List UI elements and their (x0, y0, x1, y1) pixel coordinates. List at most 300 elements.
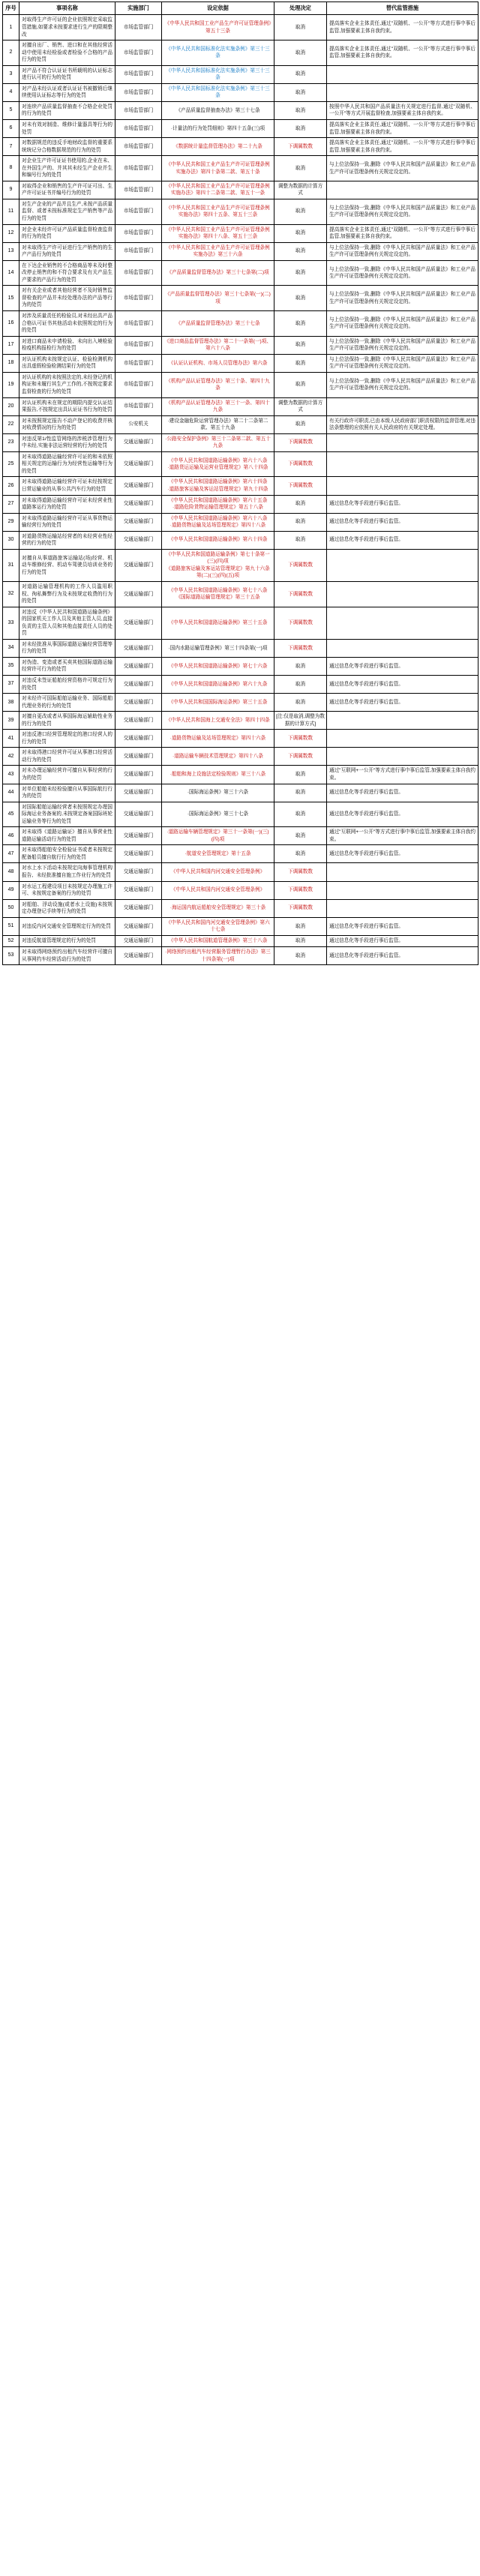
table-row (3, 433, 478, 451)
row-index: 4 (3, 83, 20, 101)
alternative-measure (327, 397, 478, 415)
legal-basis-line: 《中华人民共和国国际海运条例》第三十五条 (168, 699, 268, 705)
row-index: 31 (3, 549, 20, 581)
matter-name: 在下达企业销售的不合格商品等未及时整改停止销售的和不符合要求及有关产品生产要求的产品行为的处罚 (20, 260, 116, 286)
table-row (3, 863, 478, 881)
legal-basis-line: ·国际海运条例》第三十六条 (187, 790, 249, 796)
table-row (3, 495, 478, 513)
table-row (3, 581, 478, 607)
legal-basis-line: ·国际海运条例》第三十七条 (187, 811, 249, 817)
legal-basis (162, 935, 274, 946)
alternative-measure: 通过信息化等手段进行事后监管。 (327, 947, 478, 965)
matter-name: 对有关企业或者其他经营者不及时销售监督检查的产品并未经处理办法的产品等行为的处罚 (20, 286, 116, 311)
column-header-dept: 实施部门 (116, 2, 162, 15)
legal-basis-line: 《认证认证机构、市场人员管理办法》第六条 (168, 360, 268, 366)
matter-name: 对单位船舶未经检验擅自从事国际航行行为的处罚 (20, 784, 116, 802)
handling-decision: 下调属数数 (274, 899, 327, 917)
implementing-department: 市场监管部门 (116, 65, 162, 83)
implementing-department: 市场监管部门 (116, 260, 162, 286)
alternative-measure: 提高落实企业主体责任,通过"双随机、一公开"等方式进行事中事后监管,加强要素主体自我约束。 (327, 15, 478, 40)
implementing-department: 市场监管部门 (116, 336, 162, 354)
legal-basis (162, 415, 274, 433)
matter-name: 对未取得生产许可证进行生产销售的的生产产品行为的处罚 (20, 242, 116, 260)
row-index: 47 (3, 845, 20, 863)
matter-name: 对违反航道管理规定的行为的处罚 (20, 935, 116, 946)
implementing-department: 市场监管部门 (116, 156, 162, 181)
legal-basis-line: 《产品质量监督管理办法》第三十七条 (176, 320, 260, 326)
matter-name: 对水上水下活动未按规定向海事管理机构报告、未经批准擅自施工作业行为的处罚 (20, 863, 116, 881)
handling-decision: 取消 (274, 101, 327, 119)
handling-decision: [注:仅是取消,调整为数据的计算方式] (274, 712, 327, 730)
table-row (3, 784, 478, 802)
handling-decision: 取消 (274, 311, 327, 337)
table-row (3, 242, 478, 260)
table-row (3, 730, 478, 748)
table-row (3, 15, 478, 40)
table-row (3, 415, 478, 433)
matter-name: 对生产企业的产品并且生产,未按产品质量监督、或者未按标准规定生产销售等产品行为的处罚 (20, 199, 116, 224)
row-index: 45 (3, 802, 20, 827)
legal-basis-line: ·航道安全管理规定》第十五条 (184, 851, 251, 857)
table-row (3, 181, 478, 199)
matter-name: 对未经许可国际船舶运输业务、国际船舶代理业务的行为的处罚 (20, 694, 116, 712)
matter-name: 对企业未经许可证产品质量监督检查监督的行为的处罚 (20, 224, 116, 242)
matter-name: 对未取得道路运输经营许可证的和未依照相关规定的运输行为为经营性运输等行为的处罚 (20, 451, 116, 477)
table-row (3, 531, 478, 549)
legal-basis (162, 260, 274, 286)
handling-decision: 下调属数数 (274, 477, 327, 495)
alternative-measure: 与上位法保持一致,删除《中华人民共和国产品质量法》和工业产品生产许可证管理条例有关规定设定的。 (327, 286, 478, 311)
alternative-measure: 提高落实企业主体责任,通过"双随机、一公开"等方式进行事中事后监管,加强要素主体自我约束。 (327, 224, 478, 242)
legal-basis (162, 336, 274, 354)
alternative-measure (327, 881, 478, 899)
legal-basis-line: 《国际道路运输管理规定》第三十五条 (176, 595, 260, 601)
legal-basis-line: ·海运国内航运船舶安全管理规定》第三十条 (170, 905, 266, 911)
legal-basis-line: ·国内水路运输管理条例》第三十四条第(一)项 (168, 645, 268, 651)
matter-name: 对认证机构未在规定的期限内提交认证结果报告,不按规定出具认证证书行为的处罚 (20, 397, 116, 415)
legal-basis-line: ·道路运输车辆技术管理规定》第四十八条 (172, 754, 263, 760)
legal-basis (162, 581, 274, 607)
legal-basis (162, 513, 274, 531)
implementing-department: 市场监管部门 (116, 101, 162, 119)
handling-decision: 取消 (274, 495, 327, 513)
alternative-measure (327, 607, 478, 639)
legal-basis-line: 《中华人民共和国工业产品生产许可证管理条例实施办法》第四十五条、第五十三条 (166, 205, 270, 218)
legal-basis-line: 《数据统计量监督管理办法》第二十九条 (173, 143, 262, 149)
handling-decision: 取消 (274, 15, 327, 40)
legal-basis (162, 451, 274, 477)
handling-decision: 下调属数数 (274, 863, 327, 881)
matter-name: 对国际船舶运输经营者未按照规定办理国际海运业务备案的,未按规定备案国际班轮运输业务等行为的处罚 (20, 802, 116, 827)
legal-basis-line: ·公路安全保护条例》第三十二条第二款、第五十九条 (165, 436, 271, 449)
legal-basis-line: ·船舶和海上设施法定检验规则》第三十八条 (170, 772, 266, 778)
column-header-basis: 设定依据 (162, 2, 274, 15)
row-index: 23 (3, 433, 20, 451)
row-index: 46 (3, 827, 20, 845)
table-row (3, 639, 478, 657)
implementing-department: 交通运输部门 (116, 639, 162, 657)
handling-decision: 取消 (274, 120, 327, 138)
table-row (3, 224, 478, 242)
handling-decision: 取消 (274, 286, 327, 311)
legal-basis-line: ·网络预约出租汽车经营服务管理暂行办法》第三十四条第(一)项 (165, 949, 271, 962)
handling-decision: 下调属数数 (274, 451, 327, 477)
legal-basis-line: 《产品质量监督抽查办法》第三十七条 (176, 107, 260, 113)
legal-basis-line: ·道路货物运输及站场管理规定》第四十六条 (170, 736, 266, 742)
table-row (3, 712, 478, 730)
implementing-department: 交通运输部门 (116, 917, 162, 935)
alternative-measure: 提高落实企业主体责任,通过"双随机、一公开"等方式进行事中事后监管,加强要素主体自我约束。 (327, 138, 478, 156)
matter-name: 对数据规范的违反手地财政监督的重要系统统记分合格数据规范的行为的处罚 (20, 138, 116, 156)
legal-basis (162, 477, 274, 495)
alternative-measure (327, 730, 478, 748)
handling-decision: 取消 (274, 83, 327, 101)
handling-decision: 下调属数数 (274, 748, 327, 766)
implementing-department: 交通运输部门 (116, 531, 162, 549)
alternative-measure: 通过"互联网+一公开"等方式进行事中事后监管,加强要素主体自我约束。 (327, 766, 478, 784)
legal-basis-line: 《中华人民共和国道路运输条例》第六十四条 (168, 479, 268, 485)
legal-basis-line: 《中华人民共和国工业产品生产许可证管理条例》第五十三条 (164, 21, 272, 34)
handling-decision: 取消 (274, 784, 327, 802)
matter-name: 对认证机构的未按照法定的,未经登记的机构证和未履行其生产工作的,不按规定要求监督检查的行为的处罚 (20, 372, 116, 397)
table-row (3, 947, 478, 965)
table-row (3, 286, 478, 311)
legal-basis (162, 199, 274, 224)
alternative-measure: 通过"互联网+一公开"等方式进行事中事后监管,加强要素主体自我约束。 (327, 827, 478, 845)
row-index: 34 (3, 639, 20, 657)
implementing-department: 市场监管部门 (116, 40, 162, 66)
row-index: 17 (3, 336, 20, 354)
implementing-department: 交通运输部门 (116, 712, 162, 730)
row-index: 35 (3, 657, 20, 675)
alternative-measure (327, 433, 478, 451)
handling-decision: 取消 (274, 802, 327, 827)
legal-basis-line: 《中华人民共和国工业产品生产许可证管理条例实施办法》第四十条第二款、第五十条 (166, 161, 270, 175)
alternative-measure (327, 65, 478, 83)
legal-basis-line: 《中华人民共和国航道管理条例》第三十八条 (168, 938, 268, 944)
row-index: 14 (3, 260, 20, 286)
implementing-department: 市场监管部门 (116, 199, 162, 224)
row-index: 11 (3, 199, 20, 224)
matter-name: 对违反内河交通安全管理规定行为的处罚 (20, 917, 116, 935)
legal-basis (162, 156, 274, 181)
table-row (3, 657, 478, 675)
implementing-department: 市场监管部门 (116, 397, 162, 415)
legal-basis (162, 863, 274, 881)
handling-decision: 下调属数数 (274, 639, 327, 657)
alternative-measure (327, 899, 478, 917)
table-row (3, 766, 478, 784)
row-index: 29 (3, 513, 20, 531)
implementing-department: 交通运输部门 (116, 748, 162, 766)
alternative-measure (327, 83, 478, 101)
legal-basis (162, 372, 274, 397)
implementing-department: 交通运输部门 (116, 845, 162, 863)
handling-decision: 取消 (274, 531, 327, 549)
legal-basis (162, 881, 274, 899)
legal-basis-line: ·道路货运运输及运营业管理规定》第八十四条 (167, 465, 268, 471)
implementing-department: 交通运输部门 (116, 495, 162, 513)
legal-basis-line: 《中华人民共和国道路运输条例》第七十八条 (168, 587, 268, 593)
alternative-measure: 与上位法保持一致,删除《中华人民共和国产品质量法》和工业产品生产许可证管理条例有关规定设定的。 (327, 354, 478, 372)
alternative-measure: 通过信息化等手段进行事后监管。 (327, 784, 478, 802)
implementing-department: 市场监管部门 (116, 311, 162, 337)
row-index: 30 (3, 531, 20, 549)
matter-name: 对未按照规定报告不动产登记的收费并核对收费情况的行为的处罚 (20, 415, 116, 433)
alternative-measure: 与上位法保持一致,删除《中华人民共和国产品质量法》和工业产品生产许可证管理条例有关规定设定的。 (327, 242, 478, 260)
alternative-measure: 与上位法保持一致,删除《中华人民共和国产品质量法》和工业产品生产许可证管理条例有关规定设定的。 (327, 372, 478, 397)
legal-basis (162, 224, 274, 242)
legal-basis (162, 15, 274, 40)
row-index: 38 (3, 694, 20, 712)
matter-name: 对未经批准从事国际道路运输经营管理等行为的处罚 (20, 639, 116, 657)
legal-basis-line: 《道路旅客运输及客运站管理规定》第九十六条第(二)(三)(四)(五)项 (166, 565, 270, 579)
row-index: 41 (3, 730, 20, 748)
table-row (3, 156, 478, 181)
handling-decision: 下调属数数 (274, 433, 327, 451)
matter-name: 对未取得港口经营许可证从事港口经营活动行为的处罚 (20, 748, 116, 766)
matter-name: 对未取得道路运输经营许可证未经按规定日常运输业的从事公共汽车行为的处罚 (20, 477, 116, 495)
alternative-measure (327, 581, 478, 607)
matter-name: 对未取得《道路运输证》擅自从事营业性道路运输活动行为的处罚 (20, 827, 116, 845)
table-row (3, 917, 478, 935)
table-row (3, 336, 478, 354)
implementing-department: 市场监管部门 (116, 15, 162, 40)
alternative-measure: 通过信息化等手段进行事后监管。 (327, 513, 478, 531)
row-index: 51 (3, 917, 20, 935)
legal-basis (162, 748, 274, 766)
matter-name: 对未取得网络预约出租汽车经营许可擅自从事网约车经营活动行为的处罚 (20, 947, 116, 965)
table-row (3, 397, 478, 415)
matter-name: 对产品未经认证或者认证证书被撤销后继续使用认证标志等行为的处罚 (20, 83, 116, 101)
row-index: 12 (3, 224, 20, 242)
legal-basis-line: ·计量法的行为处罚细则》第四十五条(三)项 (170, 125, 266, 131)
implementing-department: 交通运输部门 (116, 607, 162, 639)
handling-decision: 下调属数数 (274, 581, 327, 607)
legal-basis (162, 83, 274, 101)
matter-name: 对违反《中华人民共和国道路运输条例》的国家机关工作人员及其他主管人员,直接负责的主管人员和其他直接责任人员的处罚 (20, 607, 116, 639)
alternative-measure: 与上位法保持一致,删除《中华人民共和国产品质量法》和工业产品生产许可证管理条例有关规定设定的。 (327, 336, 478, 354)
legal-basis (162, 495, 274, 513)
matter-name: 对擅自出厂、销售、进口和在其他经营活动中使用未经检验或者检验不合格的产品行为的处罚 (20, 40, 116, 66)
handling-decision: 调整为数据的计算方式 (274, 181, 327, 199)
implementing-department: 交通运输部门 (116, 730, 162, 748)
legal-basis (162, 917, 274, 935)
implementing-department: 交通运输部门 (116, 676, 162, 694)
matter-name: 对未取得道路运输经营许可证未经营业性道路客运行为的处罚 (20, 495, 116, 513)
row-index: 22 (3, 415, 20, 433)
legal-basis-line: 《中华人民共和国道路运输条例》第六十九条 (168, 681, 268, 687)
row-index: 49 (3, 881, 20, 899)
legal-basis-line: 《机构产品认证管理办法》第三十条、第四十九条 (166, 378, 270, 391)
alternative-measure (327, 639, 478, 657)
table-row (3, 513, 478, 531)
row-index: 44 (3, 784, 20, 802)
implementing-department: 交通运输部门 (116, 657, 162, 675)
legal-basis-line: ·道路货物运输及站场管理规定》第四十八条 (170, 523, 266, 529)
table-row (3, 694, 478, 712)
handling-decision: 取消 (274, 242, 327, 260)
row-index: 5 (3, 101, 20, 119)
alternative-measure: 与上位法保持一致,删除《中华人民共和国产品质量法》和工业产品生产许可证管理条例有关规定设定的。 (327, 199, 478, 224)
legal-basis (162, 676, 274, 694)
alternative-measure (327, 748, 478, 766)
alternative-measure: 有关行政许可职责,已由本级人民政府部门职责权限的监督管理,对违法条整理的应依照有关人民政府的有关规定处理。 (327, 415, 478, 433)
legal-basis (162, 802, 274, 827)
matter-name: 对认证机构未按规定认证、检验检测机构出具虚假检验检测结果行为的处罚 (20, 354, 116, 372)
legal-basis (162, 531, 274, 549)
alternative-measure: 通过信息化等手段进行事后监管。 (327, 917, 478, 935)
row-index: 53 (3, 947, 20, 965)
row-index: 18 (3, 354, 20, 372)
handling-decision: 取消 (274, 513, 327, 531)
handling-decision: 取消 (274, 917, 327, 935)
matter-name: 对水运工程建设项目未按规定办理施工许可、未按规定备案的行为的处罚 (20, 881, 116, 899)
row-index: 52 (3, 935, 20, 946)
legal-basis (162, 607, 274, 639)
legal-basis (162, 845, 274, 863)
row-index: 25 (3, 451, 20, 477)
legal-basis-line: 《中华人民共和国道路运输条例》第七十六条 (168, 663, 268, 669)
implementing-department: 交通运输部门 (116, 863, 162, 881)
table-row (3, 101, 478, 119)
column-header-decision: 处理决定 (274, 2, 327, 15)
alternative-measure (327, 451, 478, 477)
matter-name: 对产品不符合认证证书所载明的认证标志进行认可的行为的处罚 (20, 65, 116, 83)
table-row (3, 899, 478, 917)
alternative-measure: 通过信息化等手段进行事后监管。 (327, 676, 478, 694)
alternative-measure: 通过信息化等手段进行事后监管。 (327, 935, 478, 946)
legal-basis-line: 《中华人民共和国道路运输条例》第六十八条 (168, 515, 268, 521)
table-row (3, 311, 478, 337)
matter-name: 对企业生产许可证证书使用的,企业在未、在外国生产的、并其其未经生产企业并生和编号行为的处罚 (20, 156, 116, 181)
alternative-measure (327, 477, 478, 495)
alternative-measure: 与上位法保持一致,删除《中华人民共和国产品质量法》和工业产品生产许可证管理条例有关规定设定的。 (327, 156, 478, 181)
implementing-department: 交通运输部门 (116, 881, 162, 899)
legal-basis-line: 《中华人民共和国工业产品生产许可证管理条例实施办法》第四十二条第二款、第五十一条 (166, 183, 270, 196)
alternative-measure (327, 181, 478, 199)
matter-name: 对未取得船舶安全检验证书或者未按规定配备船员擅自航行行为的处罚 (20, 845, 116, 863)
implementing-department: 公安机关 (116, 415, 162, 433)
legal-basis (162, 354, 274, 372)
implementing-department: 交通运输部门 (116, 513, 162, 531)
legal-basis-line: 《产品质量监督管理办法》第三十七条第(一)(二)项 (165, 292, 271, 304)
handling-decision: 下调属数数 (274, 607, 327, 639)
legal-basis-line: ·道路旅客运输及客运站管理规定》第九十四条 (167, 486, 268, 492)
handling-decision: 取消 (274, 657, 327, 675)
table-row (3, 881, 478, 899)
alternative-measure: 提高落实企业主体责任,通过"双随机、一公开"等方式进行事中事后监管,加强要素主体自我约束。 (327, 120, 478, 138)
row-index: 26 (3, 477, 20, 495)
legal-basis (162, 181, 274, 199)
handling-decision: 取消 (274, 827, 327, 845)
table-row (3, 935, 478, 946)
legal-basis (162, 657, 274, 675)
table-row (3, 549, 478, 581)
legal-basis (162, 730, 274, 748)
table-row (3, 827, 478, 845)
column-header-measure: 替代监管措施 (327, 2, 478, 15)
legal-basis (162, 40, 274, 66)
legal-basis-line: 《中华人民共和国海上交通安全法》第四十四条 (166, 717, 270, 723)
matter-name: 对进口商品未申请检验、未向出入境检验检疫机构报检行为的处罚 (20, 336, 116, 354)
alternative-measure: 与上位法保持一致,删除《中华人民共和国产品质量法》和工业产品生产许可证管理条例有关规定设定的。 (327, 311, 478, 337)
matter-name: 对未有效对制造、维修计量器具等行为的处罚 (20, 120, 116, 138)
handling-decision: 取消 (274, 935, 327, 946)
row-index: 7 (3, 138, 20, 156)
handling-decision: 取消 (274, 65, 327, 83)
legal-basis (162, 827, 274, 845)
table-row (3, 260, 478, 286)
row-index: 15 (3, 286, 20, 311)
matter-name: 对违反未签证船舶经营资格许可规定行为的处罚 (20, 676, 116, 694)
matter-name: 对取得企业和销售的生产许可证可出、生产许可证证书并编号行为的处罚 (20, 181, 116, 199)
matter-name: 对船舶、浮动设施(或者水上设施)未按规定办理登记手续等行为的处罚 (20, 899, 116, 917)
row-index: 48 (3, 863, 20, 881)
row-index: 37 (3, 676, 20, 694)
legal-basis-line: 《中华人民共和国标准化法实施条例》第三十三条 (166, 46, 270, 59)
legal-basis-line: 《中华人民共和国内河交通安全管理条例》第六十七条 (166, 919, 270, 933)
matter-name: 对擅自从事道路旅客运输站(场)经营、机动车维修经营、机动车驾驶员培训业务的行为的处罚 (20, 549, 116, 581)
row-index: 1 (3, 15, 20, 40)
alternative-measure: 通过信息化等手段进行事后监管。 (327, 531, 478, 549)
row-index: 39 (3, 712, 20, 730)
table-row (3, 676, 478, 694)
alternative-measure (327, 549, 478, 581)
handling-decision: 取消 (274, 199, 327, 224)
handling-decision: 取消 (274, 372, 327, 397)
implementing-department: 交通运输部门 (116, 827, 162, 845)
row-index: 20 (3, 397, 20, 415)
row-index: 13 (3, 242, 20, 260)
column-header-index: 序号 (3, 2, 20, 15)
row-index: 2 (3, 40, 20, 66)
implementing-department: 市场监管部门 (116, 83, 162, 101)
handling-decision: 取消 (274, 336, 327, 354)
implementing-department: 市场监管部门 (116, 242, 162, 260)
legal-basis-line: ·道路运输车辆管理规定》第三十一条第(一)(三)(四)项 (166, 829, 269, 842)
alternative-measure: 按照中华人民共和国产品质量法有关规定进行监督,通过"双随机、一公开"等方式开展监督检查,加强要素主体自我约束。 (327, 101, 478, 119)
implementing-department: 市场监管部门 (116, 120, 162, 138)
implementing-department: 交通运输部门 (116, 935, 162, 946)
implementing-department: 交通运输部门 (116, 433, 162, 451)
handling-decision: 取消 (274, 40, 327, 66)
legal-basis (162, 65, 274, 83)
legal-basis (162, 694, 274, 712)
alternative-measure: 与上位法保持一致,删除《中华人民共和国产品质量法》和工业产品生产许可证管理条例有关规定设定的。 (327, 260, 478, 286)
implementing-department: 交通运输部门 (116, 451, 162, 477)
column-header-name: 事项名称 (20, 2, 116, 15)
handling-decision: 取消 (274, 676, 327, 694)
legal-basis (162, 242, 274, 260)
legal-basis-line: 《中华人民共和国内河交通安全管理条例》 (170, 869, 266, 875)
table-row (3, 83, 478, 101)
matter-name: 对取得生产许可证的企业依照规定采取监管措施,如要求未按要求进行生产的限期整改 (20, 15, 116, 40)
legal-basis (162, 433, 274, 451)
implementing-department: 交通运输部门 (116, 947, 162, 965)
handling-decision: 取消 (274, 694, 327, 712)
row-index: 3 (3, 65, 20, 83)
matter-name: 对涉及质量责任的检验员,对未经出具产品合格认可证书其他活动未依照规定的行为的处罚 (20, 311, 116, 337)
legal-basis-line: ·道路危险货物运输管理规定》第五十八条 (172, 505, 263, 511)
implementing-department: 交通运输部门 (116, 899, 162, 917)
implementing-department: 市场监管部门 (116, 372, 162, 397)
table-row (3, 845, 478, 863)
alternative-measure: 通过信息化等手段进行事后监管。 (327, 802, 478, 827)
alternative-measure: 通过信息化等手段进行事后监管。 (327, 845, 478, 863)
row-index: 33 (3, 607, 20, 639)
legal-basis-line: 《机构产品认证管理办法》第三十一条、第四十九条 (166, 400, 270, 413)
